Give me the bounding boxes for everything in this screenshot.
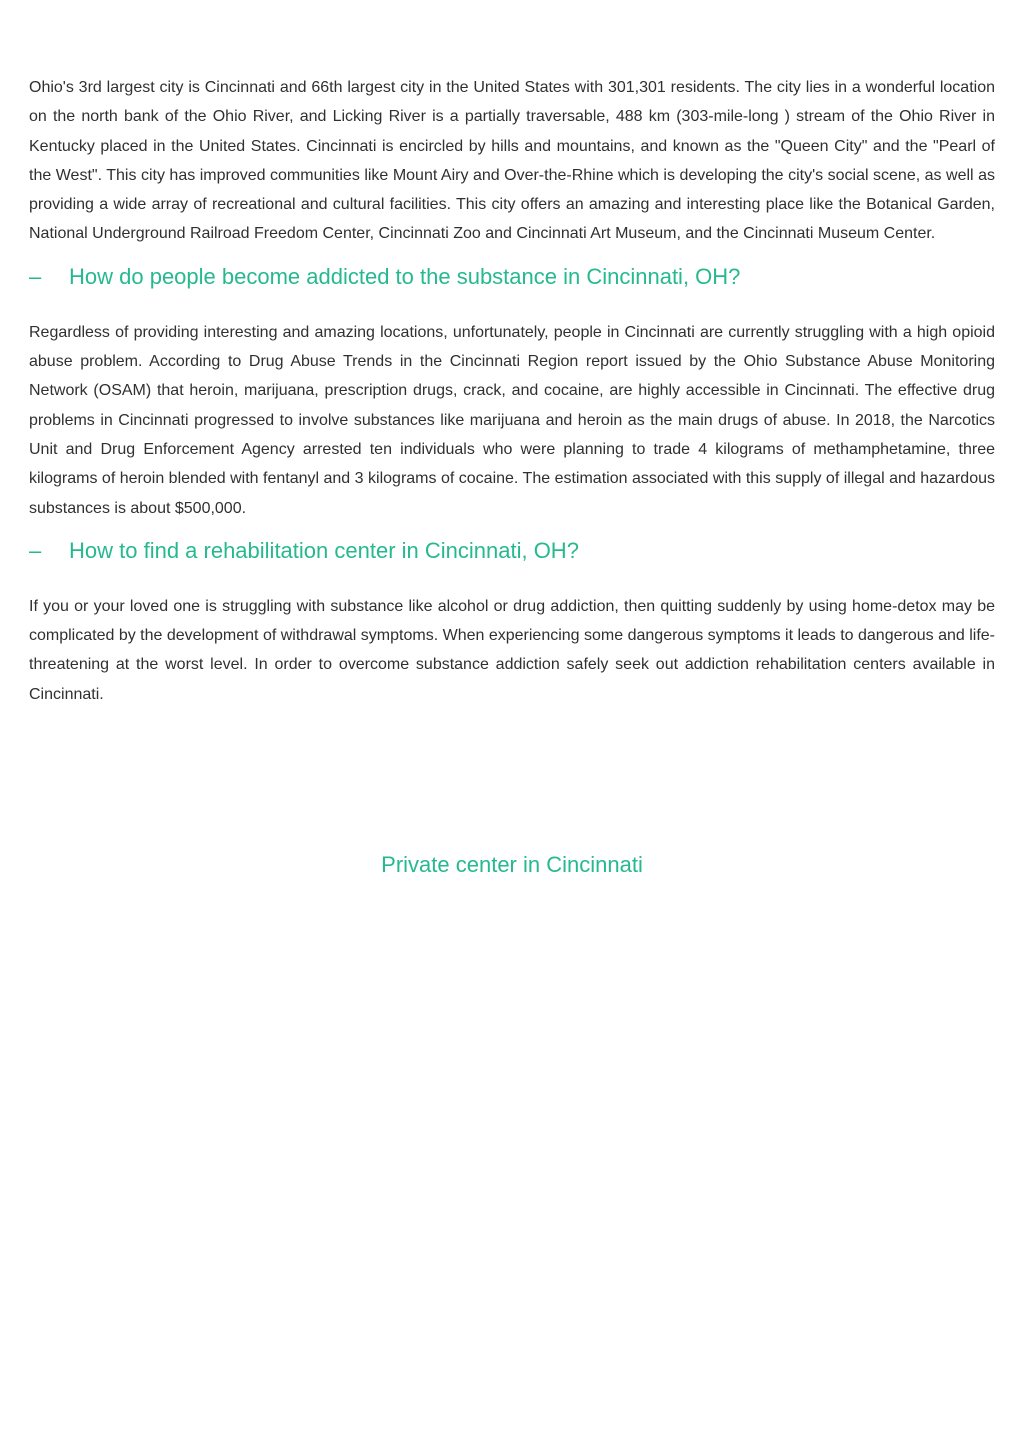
centered-heading: Private center in Cincinnati: [381, 852, 643, 877]
heading-dash: –: [29, 263, 42, 289]
heading-text: How do people become addicted to the substance in Cincinnati, OH?: [69, 263, 741, 289]
intro-paragraph: Ohio's 3rd largest city is Cincinnati and 66th largest city in the United States with 301,301 residents. The city lies in a wonderful location on the north bank of the Ohio River, and Licking River is a partially traversable, 488 km (303-mile-long ) stream of the Ohio River in Kentucky placed in the United States. Cincinnati is encircled by hills and mountains, and known as the "Queen City" and the "Pearl of the West". This city has improved communities like Mount Airy and Over-the-Rhine which is developing the city's social scene, as well as providing a wide array of recreational and cultural facilities. This city offers an amazing and interesting place like the Botanical Garden, National Underground Railroad Freedom Center, Cincinnati Zoo and Cincinnati Art Museum, and the Cincinnati Museum Center.: [29, 79, 995, 243]
heading-text: How to find a rehabilitation center in Cincinnati, OH?: [69, 537, 579, 563]
section-heading-rehabilitation: [29, 536, 995, 566]
section-heading-addiction: [29, 262, 995, 292]
heading-dash: –: [29, 537, 42, 563]
section-body-rehabilitation: If you or your loved one is struggling with substance like alcohol or drug addiction, then quitting suddenly by using home-detox may be complicated by the development of withdrawal symptoms. When experiencing some dangerous symptoms it leads to dangerous and life-threatening at the worst level. In order to overcome substance addiction safely seek out addiction rehabilitation centers available in Cincinnati.: [29, 597, 995, 703]
section-body-addiction: Regardless of providing interesting and amazing locations, unfortunately, people in Cincinnati are currently struggling with a high opioid abuse problem. According to Drug Abuse Trends in the Cincinnati Region report issued by the Ohio Substance Abuse Monitoring Network (OSAM) that heroin, marijuana, prescription drugs, crack, and cocaine, are highly accessible in Cincinnati. The effective drug problems in Cincinnati progressed to involve substances like marijuana and heroin as the main drugs of abuse. In 2018, the Narcotics Unit and Drug Enforcement Agency arrested ten individuals who were planning to trade 4 kilograms of methamphetamine, three kilograms of heroin blended with fentanyl and 3 kilograms of cocaine. The estimation associated with this supply of illegal and hazardous substances is about $500,000.: [29, 323, 995, 517]
